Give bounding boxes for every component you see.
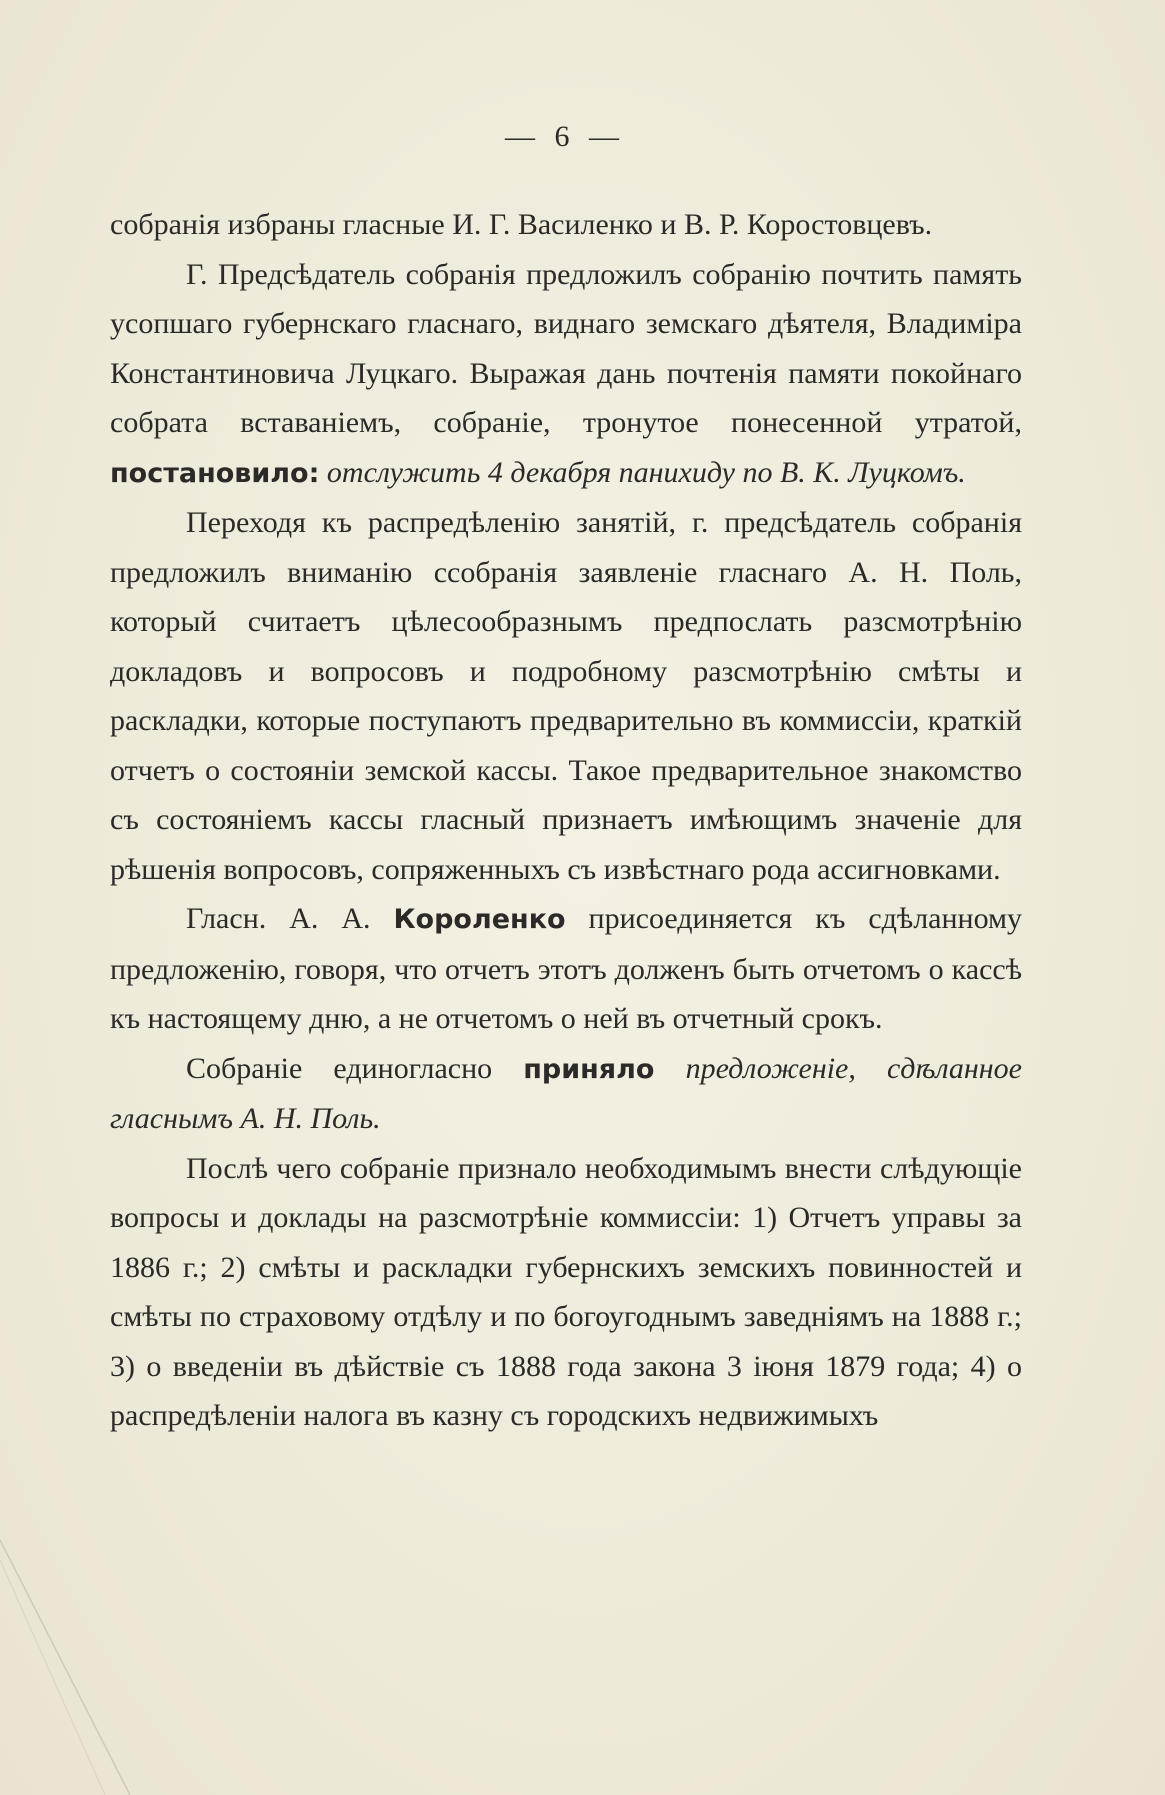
text-segment: Переходя къ распредѣленію занятій, г. предсѣдатель собранія предложилъ вниманію ссобранія заявленіе гласнаго А. Н. Поль, который считаетъ цѣлесообразнымъ предпослать разсмотрѣнію докладовъ и вопросовъ и подробному разсмотрѣнію смѣты и раскладки, которые поступаютъ предварительно въ коммиссіи, краткій отчетъ о состояніи земской кассы. Такое предварительное знакомство съ состояніемъ кассы гласный признаетъ имѣющимъ значеніе для рѣшенія вопросовъ, сопряженныхъ съ извѣстнаго рода ассигновками.	[110, 506, 1022, 886]
paper-fold-mark	[0, 1540, 1165, 1795]
text-segment: Г. Предсѣдатель собранія предложилъ собранію почтить память усопшаго губернскаго гласнаго, виднаго земскаго дѣятеля, Владиміра Константиновича Луцкаго. Выражая дань почтенія памяти покойнаго собрата вставаніемъ, собраніе, тронутое понесенной утратой,	[110, 257, 1022, 439]
paragraph-4	[110, 894, 1022, 1044]
text-segment	[654, 1052, 685, 1085]
text-segment: предложеніе, сдѣланное гласнымъ А. Н. Поль.	[110, 1051, 1022, 1135]
paragraph-1	[110, 200, 1022, 250]
text-segment: Собраніе единогласно	[186, 1051, 524, 1085]
text-segment: Короленко	[393, 904, 566, 935]
text-segment: отслужить 4 декабря панихиду по В. К. Луцкомъ.	[326, 455, 966, 489]
text-segment: постановило:	[110, 457, 320, 489]
text-segment: Послѣ чего собраніе признало необходимымъ внести слѣдующіе вопросы и доклады на разсмотрѣніе коммиссіи: 1) Отчетъ управы за 1886 г.; 2) смѣты и раскладки губернскихъ земскихъ повинностей и смѣты по страховому отдѣлу и по богоугоднымъ заведніямъ на 1888 г.; 3) о введеніи въ дѣйствіе съ 1888 года закона 3 іюня 1879 года; 4) о распредѣленіи налога въ казну съ городскихъ недвижимыхъ	[110, 1151, 1022, 1432]
paragraph-3	[110, 498, 1022, 894]
text-segment: приняло	[523, 1053, 655, 1085]
page-number: — 6 —	[505, 120, 625, 153]
text-segment	[319, 456, 327, 489]
paragraph-5	[110, 1044, 1022, 1144]
text-segment: Гласн. А. А.	[186, 902, 394, 935]
body-text	[110, 200, 1022, 1441]
text-segment: собранія избраны гласные И. Г. Василенко и В. Р. Коростовцевъ.	[110, 208, 933, 241]
text-segment: присоединяется къ сдѣланному предложенію, говоря, что отчетъ этотъ долженъ быть отчетомъ о кассѣ къ настоящему дню, а не отчетомъ о ней въ отчетный срокъ.	[110, 902, 1022, 1035]
paragraph-6	[110, 1144, 1022, 1441]
paragraph-2	[110, 250, 1022, 499]
